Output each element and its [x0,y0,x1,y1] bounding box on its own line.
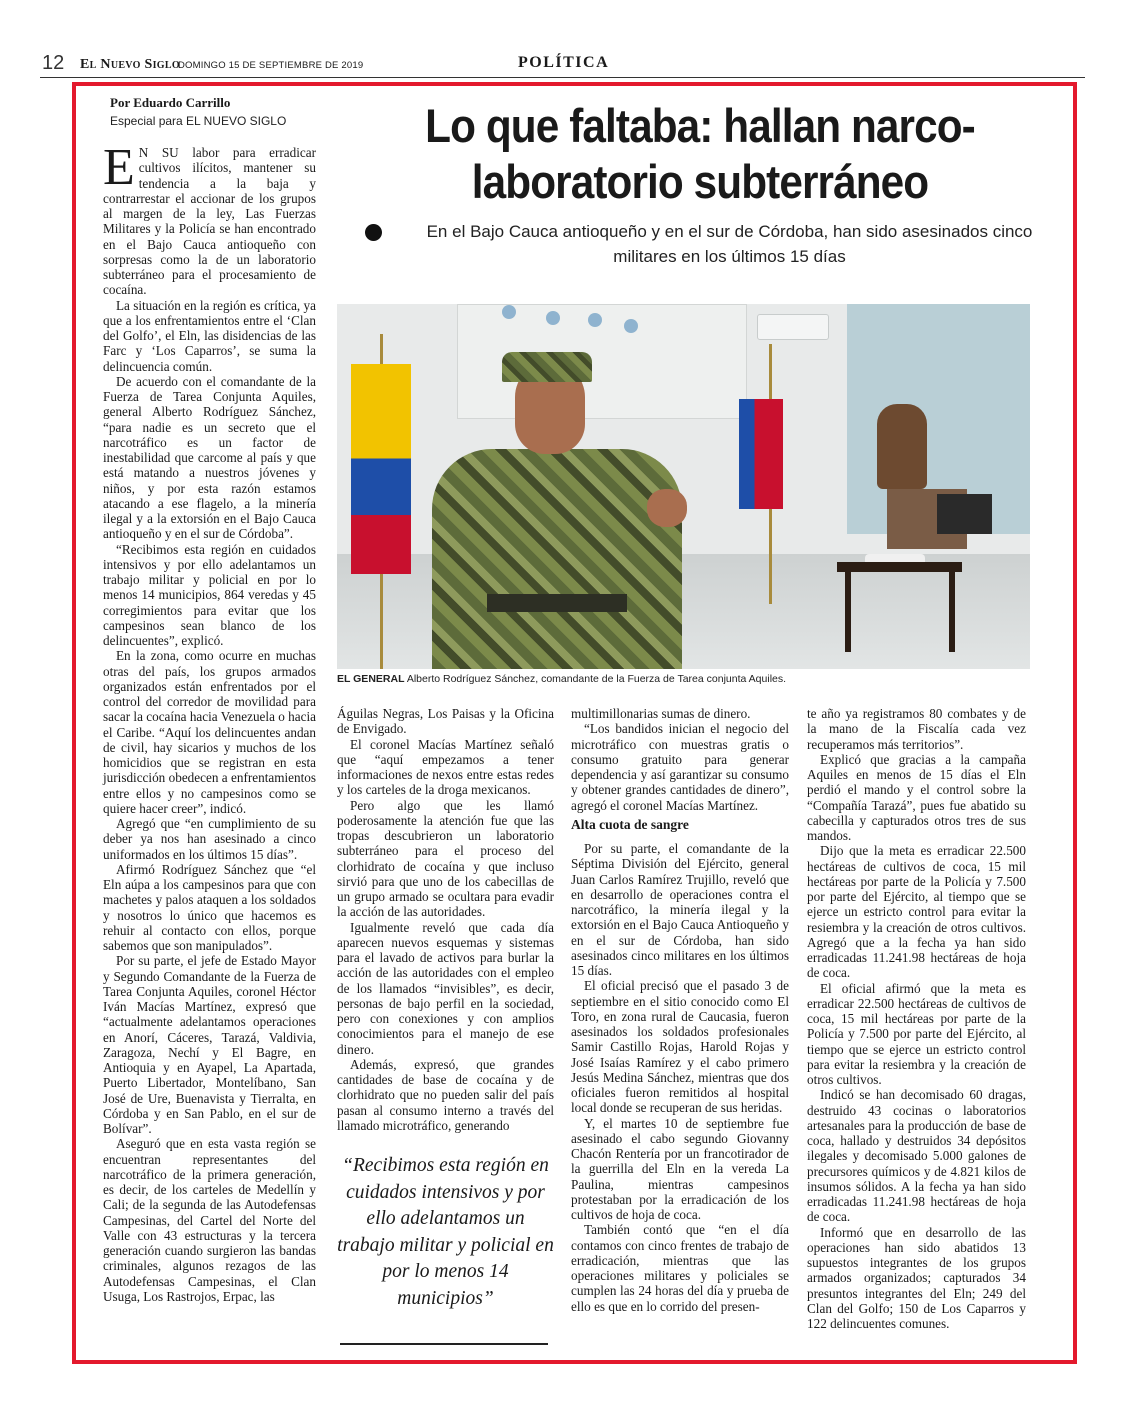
page-number: 12 [42,52,65,74]
section-subtitle: Alta cuota de sangre [571,816,689,832]
caption-text: Alberto Rodríguez Sánchez, comandante de la Fuerza de Tarea conjunta Aquiles. [404,673,787,685]
slide-number [502,305,516,319]
paragraph: E N SU labor para erradicar cultivos ilícitos, mantener su tendencia a la baja y contrarrestar el accionar de los grupos al margen de la ley, Las Fuerzas Militares y la Policía se han encontrado en el Bajo Cauca antioqueño con sorpresas como la de un laboratorio subterráneo para el procesamiento de cocaína. [103,139,316,298]
paragraph: multimillonarias sumas de dinero. [571,706,751,721]
paragraph: El oficial afirmó que la meta es erradicar 22.500 hectáreas de cultivos de coca, 15 mil hectáreas por parte de la Policía y 7.500 por parte del Ejército, al tiempo que se ejerce un estricto control para evitar la resiembra y la creación de otros cultivos. [807,980,1026,1087]
paragraph: “Recibimos esta región en cuidados intensivos y por ello adelantamos un trabajo militar y policial en por lo menos 14 municipios, 864 veredas y 45 corregimientos para evitar que los campesinos sean blanco de los delincuentes”, explicó. [103,541,316,648]
caption-lead: EL GENERAL [337,673,405,685]
paragraph: Agregó que “en cumplimiento de su deber ya nos han asesinado a cinco uniformados en los últimos 15 días”. [103,816,316,862]
paragraph: Por su parte, el comandante de la Séptima División del Ejército, general Juan Carlos Ramírez Trujillo, reveló que en desarrollo de operaciones contra el narcotráfico, la minería ilegal y la extorsión en el Bajo Cauca Antioqueño y en el sur de Córdoba, han sido asesinados cinco militares en los últimos 15 días. [571,841,789,978]
bullet-icon [365,224,382,241]
paragraph: En la zona, como ocurre en muchas otras del país, los grupos armados organizados están enfrentados por el control del corredor de movilidad para sacar la cocaína hacia Venezuela o hacia el Caribe. “Aquí los delincuentes andan de civil, hay sicarios y muchos de los homicidios que se registran en esta jurisdicción obedecen a enfrentamientos entre ellos y no campesinos como se quiere hacer creer”, indicó. [103,648,316,816]
pull-quote: “Recibimos esta región en cuidados intensivos y por ello adelantamos un trabajo militar y policial en por lo menos 14 municipios” [337,1155,554,1309]
paragraph: “Los bandidos inician el negocio del microtráfico con muestras gratis o consumo gratuito para generar dependencia y así garantizar su consumo y obtener grandes cantidades de dinero”, agregó el coronel Macías Martínez. [571,721,789,813]
section-name: POLÍTICA [518,54,610,71]
article-column-3 [571,706,789,1314]
paragraph: La situación en la región es crítica, ya que a los enfrentamientos entre el ‘Clan del Golfo’, el Eln, las disidencias de las Farc y ‘Los Caparros’, se suma la delincuencia común. [103,297,316,374]
drop-cap: E [103,139,135,196]
paragraph: Igualmente reveló que cada día aparecen nuevos esquemas y sistemas para el lavado de activos para burlar la acción de las autoridades con el empleo de los llamados “invisibles”, es decir, personas de bajo perfil en la sociedad, pero con conexiones y con amplios conocimientos para el manejo de ese dinero. [337,919,554,1057]
headline: Lo que faltaba: hallan narco-laboratorio subterráneo [425,99,975,208]
article-column-4 [807,706,1026,1331]
article-photo [337,304,1030,669]
slide-number [624,319,638,333]
paragraph: Águilas Negras, Los Paisas y la Oficina de Envigado. [337,706,554,737]
paragraph: Pero algo que les llamó poderosamente la atención fue que las tropas descubrieron un laboratorio subterráneo para el proceso del clorhidrato de cocaína y que incluso sirvió para que uno de los cabecillas de un grupo armado se ocultara para evadir la acción de las autoridades. [337,797,554,920]
photo-caption [337,673,1037,685]
masthead [40,52,1085,78]
paragraph: Informó que en desarrollo de las operaciones han sido abatidos 13 supuestos integrantes de los grupos armados organizados; capturados 34 presuntos integrantes del Eln; 249 del Clan del Golfo; 150 de Los Caparros y 122 delincuentes comunes. [807,1224,1026,1331]
paragraph: Por su parte, el jefe de Estado Mayor y Segundo Comandante de la Fuerza de Tarea Conjunta Aquiles, coronel Héctor Iván Macías Martínez, expresó que “actualmente adelantamos operaciones en Anorí, Cáceres, Tarazá, Valdivia, Zaragoza, Nechí y El Bagre, en Antioquia y en Ayapel, La Apartada, Puerto Libertador, Montelíbano, San José de Ure, Buenavista y Tierralta, en Córdoba y en San Pablo, en el sur de Bolívar”. [103,953,316,1136]
subhead-text: En el Bajo Cauca antioqueño y en el sur de Córdoba, han sido asesinados cinco militares en los últimos 15 días [426,222,1033,266]
paragraph: te año ya registramos 80 combates y de la mano de la Fiscalía cada vez recuperamos más territorios”. [807,706,1026,752]
publication-name: El Nuevo Siglo [80,57,180,72]
paragraph: El coronel Macías Martínez señaló que “aquí empezamos a tener informaciones de nexos entre estas redes y los carteles de la droga mexicanos. [337,736,554,798]
paragraph: Dijo que la meta es erradicar 22.500 hectáreas de cultivos de coca, 15 mil hectáreas por parte de la Policía y 7.500 por parte del Ejército, al tiempo que se ejerce un estricto control para evitar la resiembra y la creación de otros cultivos. Agregó que a la fecha ya han sido erradicadas 11.241.98 hectáreas de hoja de coca. [807,843,1026,981]
slide-number [588,313,602,327]
paragraph: El oficial precisó que el pasado 3 de septiembre en el sitio conocido como El Toro, en zona rural de Caucasia, fueron asesinados los soldados profesionales Samir Castillo Rojas, Harold Rojas y José Isaías Ramírez y el cabo primero Jesús Medina Sánchez, mientras que dos oficiales fueron remitidos al hospital local donde se recuperan de sus heridas. [571,978,789,1116]
paragraph: Además, expresó, que grandes cantidades de base de cocaína y de clorhidrato que no pueden salir del país pasan al consumo interno a través del llamado microtráfico, generando [337,1056,554,1133]
article-column-1 [103,139,316,1304]
paragraph: Aseguró que en esta vasta región se encuentran representantes del narcotráfico de la primera generación, es decir, de los carteles de Medellín y Cali; de la segunda de las Autodefensas Campesinas, del Cartel del Norte del Valle con 43 estructuras y la tercera generación cuando surgieron las bandas criminales, algunos rezagos de las Autodefensas Campesinas, el Clan Usuga, Los Rastrojos, Erpac, las [103,1136,316,1304]
paragraph: Explicó que gracias a la campaña Aquiles en menos de 15 días el Eln perdió el mando y el control sobre la “Compañía Tarazá”, pues fue abatido su cabecilla y capturados otros tres de sus mandos. [807,751,1026,843]
paragraph: También contó que “en el día contamos con cinco frentes de trabajo de erradicación, mientras que las operaciones militares y policiales se cumplen las 24 horas del día y prueba de ello es que en lo corrido del presen- [571,1222,789,1314]
article-column-2 [337,706,554,1133]
slide-number [546,311,560,325]
pull-quote-rule [340,1343,548,1345]
paragraph: Indicó se han decomisado 60 dragas, destruido 43 cocinas o laboratorios artesanales para la producción de base de coca, hallado y destruidos 34 depósitos ilegales y decomisado 5.000 galones de precursores químicos y de 4.821 kilos de insumos sólidos. A la fecha ya han sido erradicadas 11.241.98 hectáreas de hoja de coca. [807,1087,1026,1225]
regional-flag [739,399,783,509]
paragraph: Y, el martes 10 de septiembre fue asesinado el cabo segundo Giovanny Chacón Rentería por un francotirador de la guerrilla del Eln en la vereda La Paulina, mientras campesinos protestaban por la erradicación de los cultivos de hoja de coca. [571,1115,789,1222]
general-figure [432,449,682,669]
publication-date: DOMINGO 15 DE SEPTIEMBRE DE 2019 [178,60,364,71]
projection-screen [457,304,747,419]
subhead [365,219,1065,269]
paragraph: De acuerdo con el comandante de la Fuerza de Tarea Conjunta Aquiles, general Alberto Rodríguez Sánchez, “para nadie es un secreto que el narcotráfico es un factor de inestabilidad que carcome al país y que está matando a nuestros jóvenes y niños, y por esta razón estamos atacando a ese flagelo, a la minería ilegal y a la extorsión en el Bajo Cauca antioqueño y en el sur de Córdoba”. [103,373,316,542]
byline-role: Especial para EL NUEVO SIGLO [110,114,287,128]
colombia-flag [351,364,411,574]
paragraph: Afirmó Rodríguez Sánchez que “el Eln aúpa a los campesinos para que con machetes y palos ataquen a los soldados y nosotros lo único que hacemos es rehuir al contacto con ellos, porque sabemos que son manipulados”. [103,861,316,953]
byline-author: Por Eduardo Carrillo [110,95,231,110]
